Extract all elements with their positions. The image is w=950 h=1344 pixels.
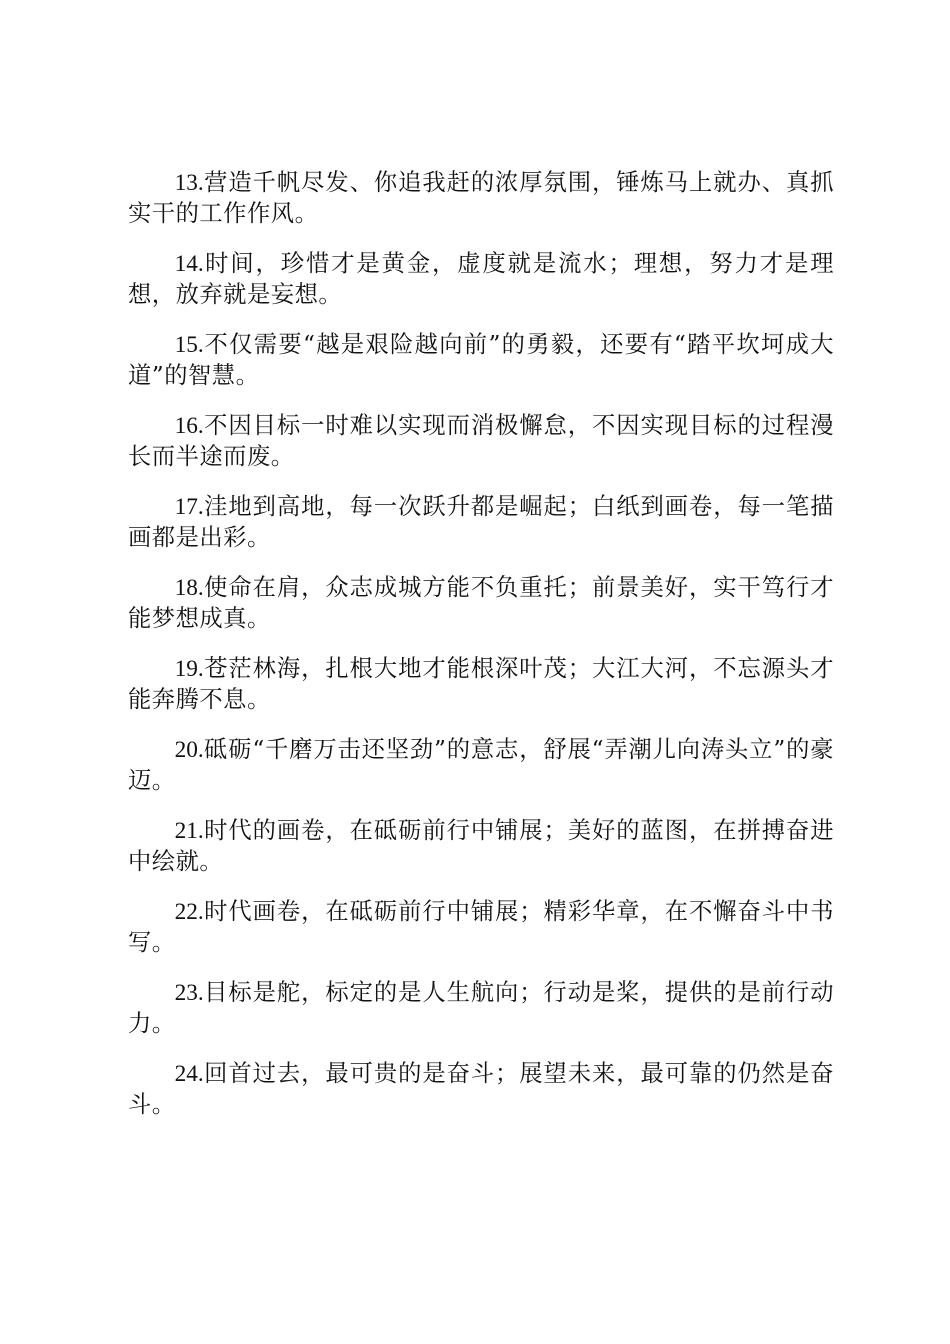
item-number: 19.: [174, 656, 204, 682]
list-item-17: [128, 492, 834, 552]
item-text: 砥砺“千磨万击还坚劲”的意志，舒展“弄潮儿向涛头立”的豪迈。: [128, 736, 834, 794]
item-text: 时间，珍惜才是黄金，虚度就是流水；理想，努力才是理想，放弃就是妄想。: [128, 250, 834, 308]
list-item-19: [128, 654, 834, 714]
item-text: 苍茫林海，扎根大地才能根深叶茂；大江大河，不忘源头才能奔腾不息。: [128, 655, 834, 713]
item-text: 时代的画卷，在砥砺前行中铺展；美好的蓝图，在拼搏奋进中绘就。: [128, 817, 834, 875]
item-number: 14.: [174, 251, 204, 277]
item-text: 不仅需要“越是艰险越向前”的勇毅，还要有“踏平坎坷成大道”的智慧。: [128, 331, 834, 389]
list-item-16: [128, 411, 834, 471]
item-text: 回首过去，最可贵的是奋斗；展望未来，最可靠的仍然是奋斗。: [128, 1060, 834, 1118]
item-number: 15.: [174, 332, 204, 358]
list-item-24: [128, 1059, 834, 1119]
item-number: 17.: [174, 494, 204, 520]
list-item-15: [128, 330, 834, 390]
list-item-23: [128, 978, 834, 1038]
item-text: 营造千帆尽发、你追我赶的浓厚氛围，锤炼马上就办、真抓实干的工作作风。: [128, 169, 834, 227]
item-text: 目标是舵，标定的是人生航向；行动是桨，提供的是前行动力。: [128, 979, 834, 1037]
item-number: 13.: [174, 170, 204, 196]
list-item-21: [128, 816, 834, 876]
item-number: 20.: [174, 737, 204, 763]
item-number: 21.: [174, 818, 204, 844]
item-number: 23.: [174, 980, 204, 1006]
document-body: [128, 168, 834, 1140]
item-number: 18.: [174, 575, 204, 601]
item-text: 使命在肩，众志成城方能不负重托；前景美好，实干笃行才能梦想成真。: [128, 574, 834, 632]
item-text: 洼地到高地，每一次跃升都是崛起；白纸到画卷，每一笔描画都是出彩。: [128, 493, 834, 551]
list-item-13: [128, 168, 834, 228]
item-number: 22.: [174, 899, 204, 925]
list-item-20: [128, 735, 834, 795]
item-number: 24.: [174, 1061, 204, 1087]
item-text: 时代画卷，在砥砺前行中铺展；精彩华章，在不懈奋斗中书写。: [128, 898, 834, 956]
list-item-14: [128, 249, 834, 309]
item-text: 不因目标一时难以实现而消极懈怠，不因实现目标的过程漫长而半途而废。: [128, 412, 834, 470]
item-number: 16.: [174, 413, 204, 439]
list-item-18: [128, 573, 834, 633]
list-item-22: [128, 897, 834, 957]
